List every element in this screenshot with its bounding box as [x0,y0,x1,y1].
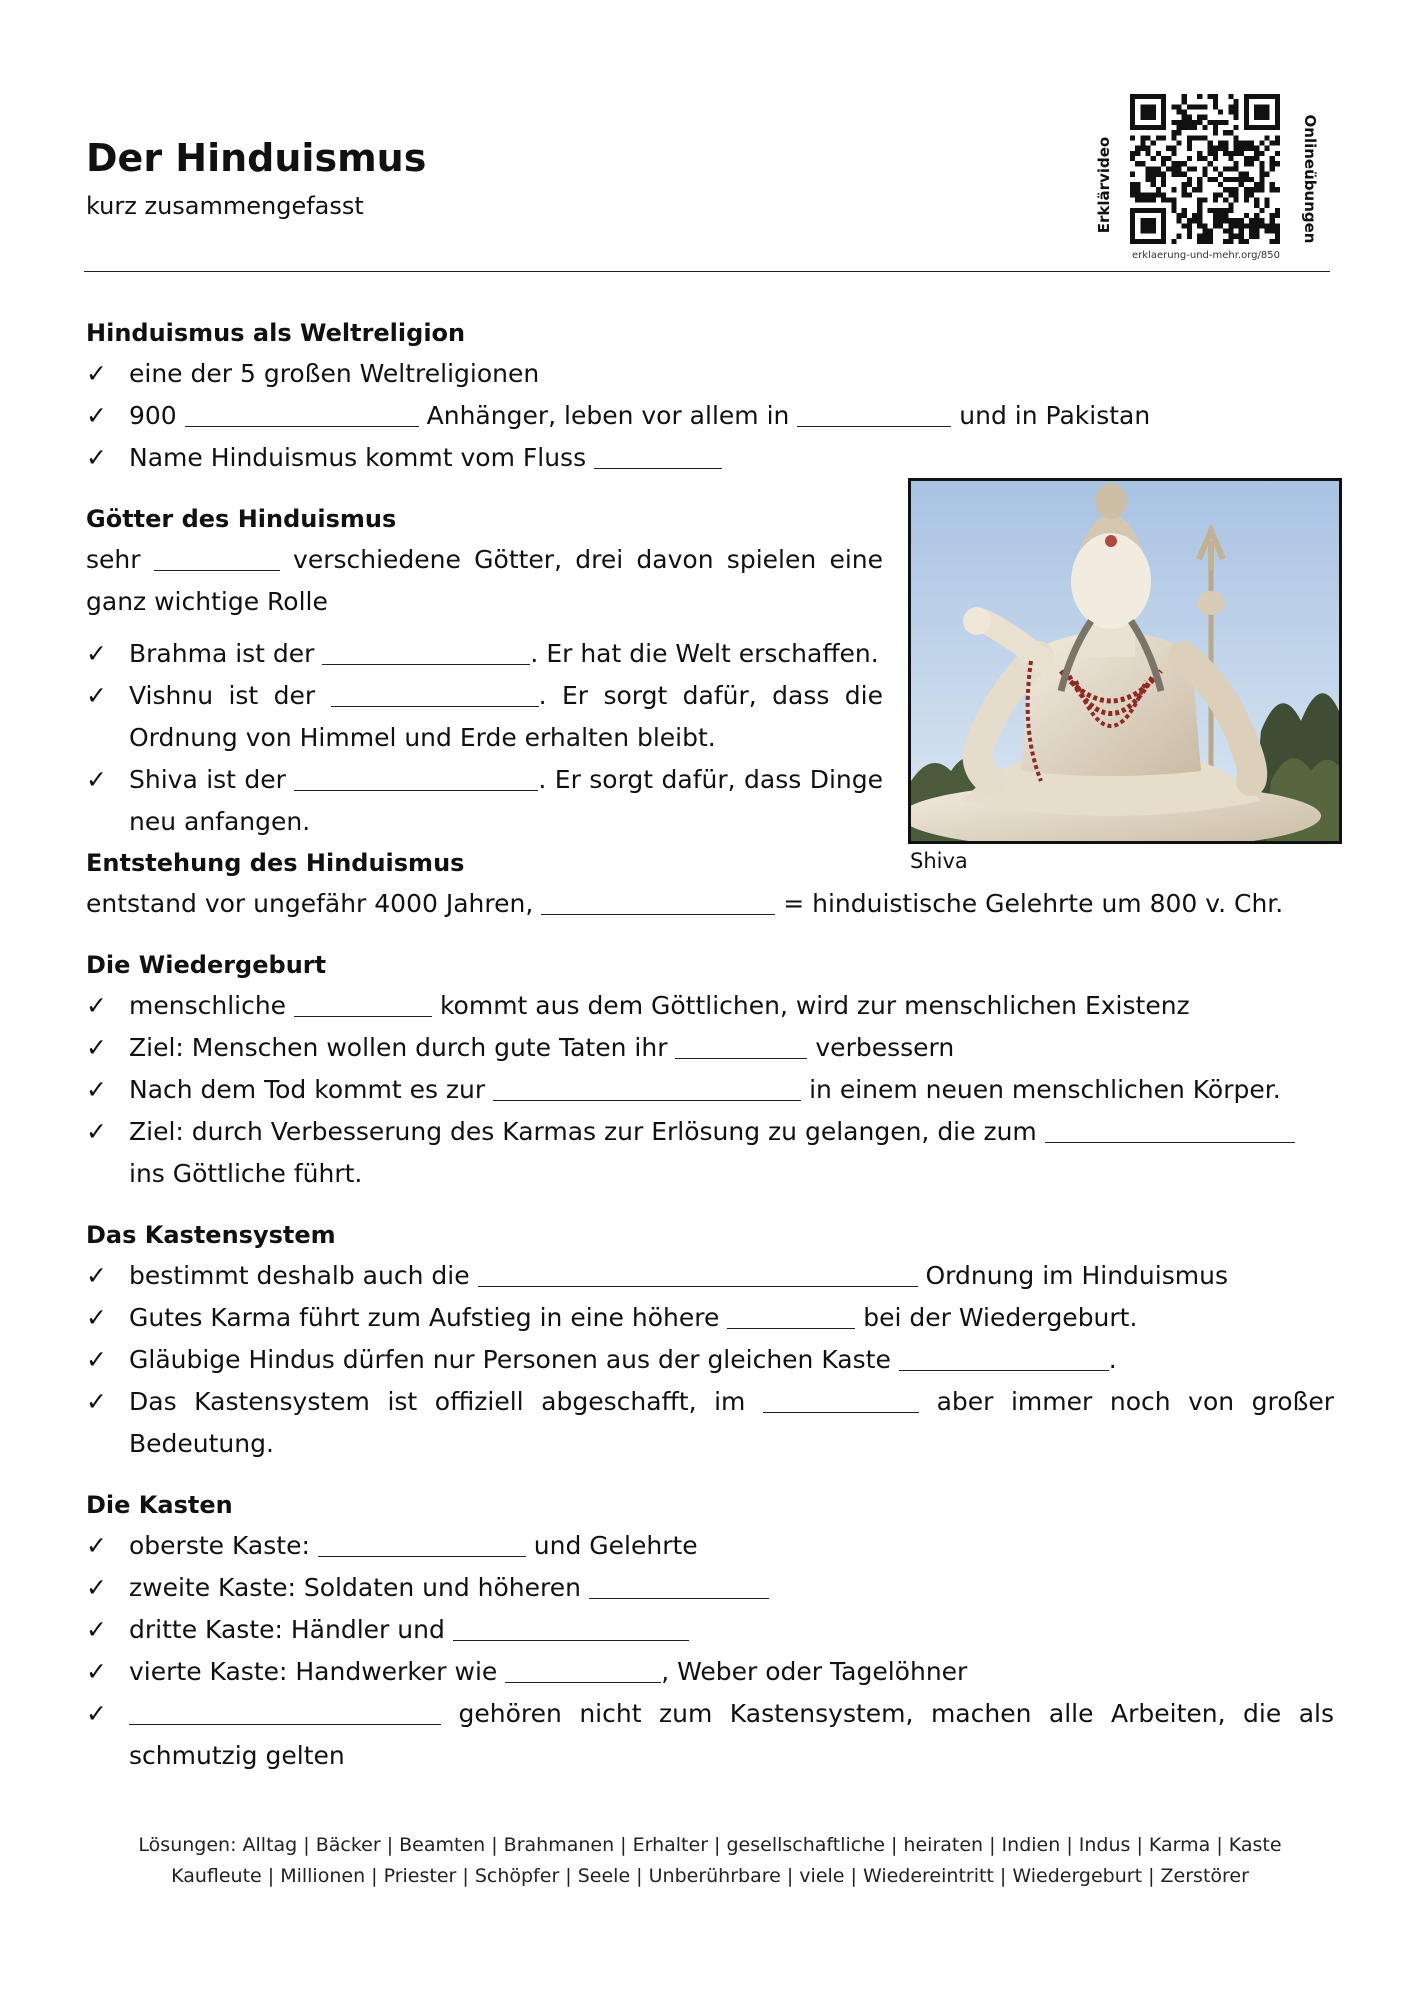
check-icon: ✓ [86,1117,107,1146]
list-item: ✓ bestimmt deshalb auch die Ordnung im Hinduismus [86,1255,1334,1297]
shiva-statue-illustration [911,481,1339,841]
qr-left-label: Erklärvideo [1095,136,1113,234]
answer-blank[interactable] [318,1531,526,1557]
answer-blank[interactable] [478,1261,918,1287]
list-wiedergeburt [86,985,1334,1195]
list-item: ✓ Nach dem Tod kommt es zur in einem neuen menschlichen Körper. [86,1069,1334,1111]
qr-code[interactable] [1130,94,1280,244]
list-item: ✓ dritte Kaste: Händler und [86,1609,1334,1651]
heading-kastensystem: Das Kastensystem [86,1221,336,1249]
solutions-line-1: Lösungen: Alltag | Bäcker | Beamten | Brahmanen | Erhalter | gesellschaftliche | heiraten | Indien | Indus | Karma | Kaste [138,1834,1282,1856]
list-item: ✓ Shiva ist der . Er sorgt dafür, dass Dinge neu anfangen. [86,759,883,843]
list-item: ✓ Das Kastensystem ist offiziell abgeschafft, im aber immer noch von großer Bedeutung. [86,1381,1334,1465]
list-item: ✓ Name Hinduismus kommt vom Fluss [86,437,1334,479]
solutions-line-2: Kaufleute | Millionen | Priester | Schöpfer | Seele | Unberührbare | viele | Wiedereintritt | Wiedergeburt | Zerstörer [171,1865,1249,1887]
answer-blank[interactable] [493,1075,801,1101]
answer-blank[interactable] [797,401,951,427]
header-divider [84,271,1330,272]
answer-blank[interactable] [294,991,432,1017]
qr-right-label: Onlineübungen [1301,114,1319,244]
shiva-photo [908,478,1342,844]
page-title: Der Hinduismus [86,136,427,180]
list-item: ✓ Brahma ist der . Er hat die Welt erschaffen. [86,633,883,675]
list-item: ✓ Ziel: Menschen wollen durch gute Taten ihr verbessern [86,1027,1334,1069]
list-item: ✓ gehören nicht zum Kastensystem, machen alle Arbeiten, die als schmutzig gelten [86,1693,1334,1777]
list-kastensystem [86,1255,1334,1465]
list-item: ✓ Gutes Karma führt zum Aufstieg in eine höhere bei der Wiedergeburt. [86,1297,1334,1339]
check-icon: ✓ [86,639,107,668]
check-icon: ✓ [86,1657,107,1686]
check-icon: ✓ [86,1345,107,1374]
list-item: ✓ eine der 5 großen Weltreligionen [86,353,1334,395]
list-goetter [86,633,883,843]
answer-blank[interactable] [185,401,419,427]
answer-blank[interactable] [1045,1117,1295,1143]
answer-blank[interactable] [322,639,530,665]
image-caption: Shiva [910,849,968,873]
check-icon: ✓ [86,765,107,794]
answer-blank[interactable] [453,1615,689,1641]
answer-blank[interactable] [899,1345,1109,1371]
check-icon: ✓ [86,401,107,430]
check-icon: ✓ [86,991,107,1020]
qr-url: erklaerung-und-mehr.org/850 [1132,250,1280,261]
check-icon: ✓ [86,1531,107,1560]
check-icon: ✓ [86,1261,107,1290]
list-kasten [86,1525,1334,1777]
heading-weltreligion: Hinduismus als Weltreligion [86,319,466,347]
goetter-block [86,499,883,843]
check-icon: ✓ [86,1303,107,1332]
answer-blank[interactable] [505,1657,661,1683]
answer-blank[interactable] [129,1699,441,1725]
entstehung-text: entstand vor ungefähr 4000 Jahren, = hinduistische Gelehrte um 800 v. Chr. [86,889,1284,918]
solutions-box [86,1830,1334,1892]
heading-goetter: Götter des Hinduismus [86,505,397,533]
goetter-intro: sehr verschiedene Götter, drei davon spielen eine ganz wichtige Rolle [86,545,883,616]
check-icon: ✓ [86,1387,107,1416]
check-icon: ✓ [86,1033,107,1062]
list-item: ✓ Gläubige Hindus dürfen nur Personen aus der gleichen Kaste . [86,1339,1334,1381]
check-icon: ✓ [86,443,107,472]
heading-wiedergeburt: Die Wiedergeburt [86,951,327,979]
answer-blank[interactable] [675,1033,807,1059]
answer-blank[interactable] [541,889,775,915]
list-item: ✓ oberste Kaste: und Gelehrte [86,1525,1334,1567]
answer-blank[interactable] [763,1387,919,1413]
check-icon: ✓ [86,1699,107,1728]
list-item: ✓ zweite Kaste: Soldaten und höheren [86,1567,1334,1609]
answer-blank[interactable] [294,765,538,791]
check-icon: ✓ [86,359,107,388]
answer-blank[interactable] [331,681,539,707]
heading-kasten: Die Kasten [86,1491,233,1519]
check-icon: ✓ [86,1573,107,1602]
answer-blank[interactable] [589,1573,769,1599]
answer-blank[interactable] [727,1303,855,1329]
shiva-image [908,478,1342,846]
check-icon: ✓ [86,1075,107,1104]
check-icon: ✓ [86,1615,107,1644]
check-icon: ✓ [86,681,107,710]
list-item: ✓ menschliche kommt aus dem Göttlichen, wird zur menschlichen Existenz [86,985,1334,1027]
list-item: ✓ Ziel: durch Verbesserung des Karmas zur Erlösung zu gelangen, die zum ins Göttliche führt. [86,1111,1334,1195]
answer-blank[interactable] [154,545,280,571]
answer-blank[interactable] [594,443,722,469]
list-item: ✓ 900 Anhänger, leben vor allem in und in Pakistan [86,395,1334,437]
list-item: ✓ vierte Kaste: Handwerker wie , Weber oder Tagelöhner [86,1651,1334,1693]
list-weltreligion [86,353,1334,479]
page-subtitle: kurz zusammengefasst [86,192,364,220]
list-item: ✓ Vishnu ist der . Er sorgt dafür, dass die Ordnung von Himmel und Erde erhalten bleibt. [86,675,883,759]
heading-entstehung: Entstehung des Hinduismus [86,849,465,877]
